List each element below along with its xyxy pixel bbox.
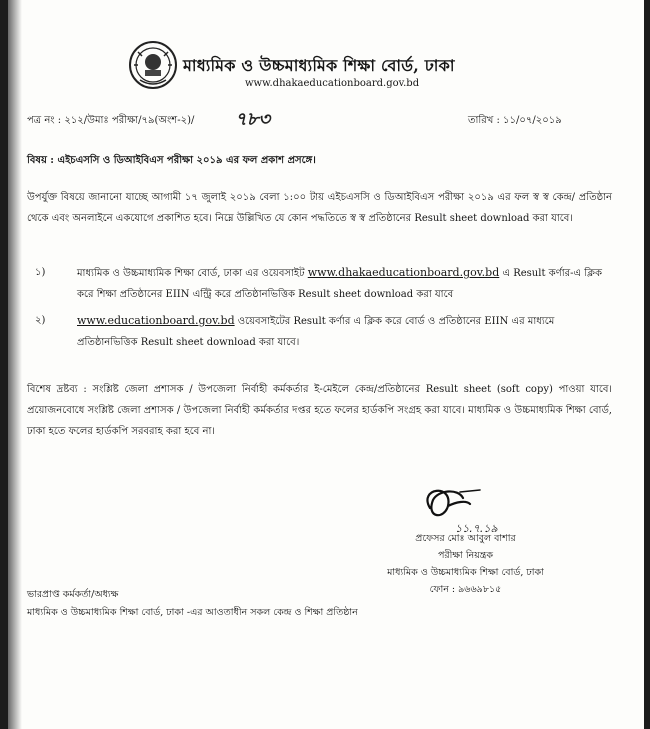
signatory-office: মাধ্যমিক ও উচ্চমাধ্যমিক শিক্ষা বোর্ড, ঢাকা — [387, 567, 544, 578]
signatory-phone: ফোন : ৯৬৬৯৮১৫ — [429, 584, 502, 595]
board-website: www.dhakaeducationboard.gov.bd — [245, 78, 420, 89]
special-note-paragraph: বিশেষ দ্রষ্টব্য : সংশ্লিষ্ট জেলা প্রশাসক / উপজেলা নির্বাহী কর্মকর্তার ই-মেইলে কেন্দ্র/প্রতিষ্ঠানের Result sheet (soft copy) পাওয়া যাবে। প্রয়োজনবোধে সংশ্লিষ্ট জেলা প্রশাসক / উপজেলা নির্বাহী কর্মকর্তার দপ্তর হতে ফলের হার্ডকপি সংগ্রহ করা যাবে। মাধ্যমিক ও উচ্চমাধ্যমিক শিক্ষা বোর্ড, ঢাকা হতে ফলের হার্ডকপি সরবরাহ করা হবে না। — [27, 384, 612, 437]
subject-line: বিষয় : এইচএসসি ও ডিআইবিএস পরীক্ষা ২০১৯ এর ফল প্রকাশ প্রসঙ্গে। — [27, 155, 316, 166]
issue-date: তারিখ : ১১/০৭/২০১৯ — [468, 115, 562, 126]
dhaka-board-link[interactable]: www.dhakaeducationboard.gov.bd — [307, 266, 500, 279]
signature-date: ১১.৭.১৯ — [455, 522, 498, 535]
handwritten-reference: ৭৮৩ — [235, 109, 271, 130]
notice-document — [8, 0, 644, 729]
recipient-title: ভারপ্রাপ্ত কর্মকর্তা/অধ্যক্ষ — [27, 589, 119, 600]
reference-number: পত্র নং : ২১২/উমাঃ পরীক্ষা/৭৯(অংশ-২)/ — [27, 115, 195, 126]
page-edge-shadow — [8, 0, 22, 729]
signatory-designation: পরীক্ষা নিয়ন্ত্রক — [437, 550, 494, 561]
list-item-pre: মাধ্যমিক ও উচ্চমাধ্যমিক শিক্ষা বোর্ড, ঢাকা এর ওয়েবসাইট — [77, 268, 308, 279]
list-item-post: ওয়েবসাইটের Result কর্ণার এ ক্লিক করে বোর্ড ও প্রতিষ্ঠানের EIIN এর মাধ্যমে প্রতিষ্ঠানভিত্তিক Result sheet download করা যাবে। — [77, 316, 555, 348]
list-item-number: ২) — [35, 315, 46, 326]
list-item-text — [77, 262, 617, 305]
intro-paragraph: উপর্যুক্ত বিষয়ে জানানো যাচ্ছে আগামী ১৭ জুলাই ২০১৯ বেলা ১:০০ টায় এইচএসসি ও ডিআইবিএস পরীক্ষা ২০১৯ এর ফল স্ব স্ব কেন্দ্র/ প্রতিষ্ঠান থেকে এবং অনলাইনে একযোগে প্রকাশিত হবে। নিম্নে উল্লিখিত যে কোন পদ্ধতিতে স্ব স্ব প্রতিষ্ঠানের Result sheet download করা যাবে। — [27, 192, 612, 224]
list-item-text — [77, 310, 617, 353]
recipient-detail: মাধ্যমিক ও উচ্চমাধ্যমিক শিক্ষা বোর্ড, ঢাকা -এর আওতাধীন সকল কেন্দ্র ও শিক্ষা প্রতিষ্ঠান — [27, 607, 358, 618]
signatory-block — [373, 530, 558, 598]
list-item-post: এ Result কর্ণার-এ ক্লিক করে শিক্ষা প্রতিষ্ঠানের EIIN এন্ট্রি করে প্রতিষ্ঠানভিত্তিক Result sheet download করা যাবে — [77, 268, 602, 300]
board-title: মাধ্যমিক ও উচ্চমাধ্যমিক শিক্ষা বোর্ড, ঢাকা — [183, 56, 455, 75]
distribution-list — [27, 586, 358, 622]
education-board-link[interactable]: www.educationboard.gov.bd — [77, 314, 235, 327]
board-seal-icon — [128, 40, 178, 90]
signatory-name: প্রফেসর মোঃ আবুল বাশার — [415, 533, 516, 544]
list-item-number: ১) — [35, 267, 46, 278]
